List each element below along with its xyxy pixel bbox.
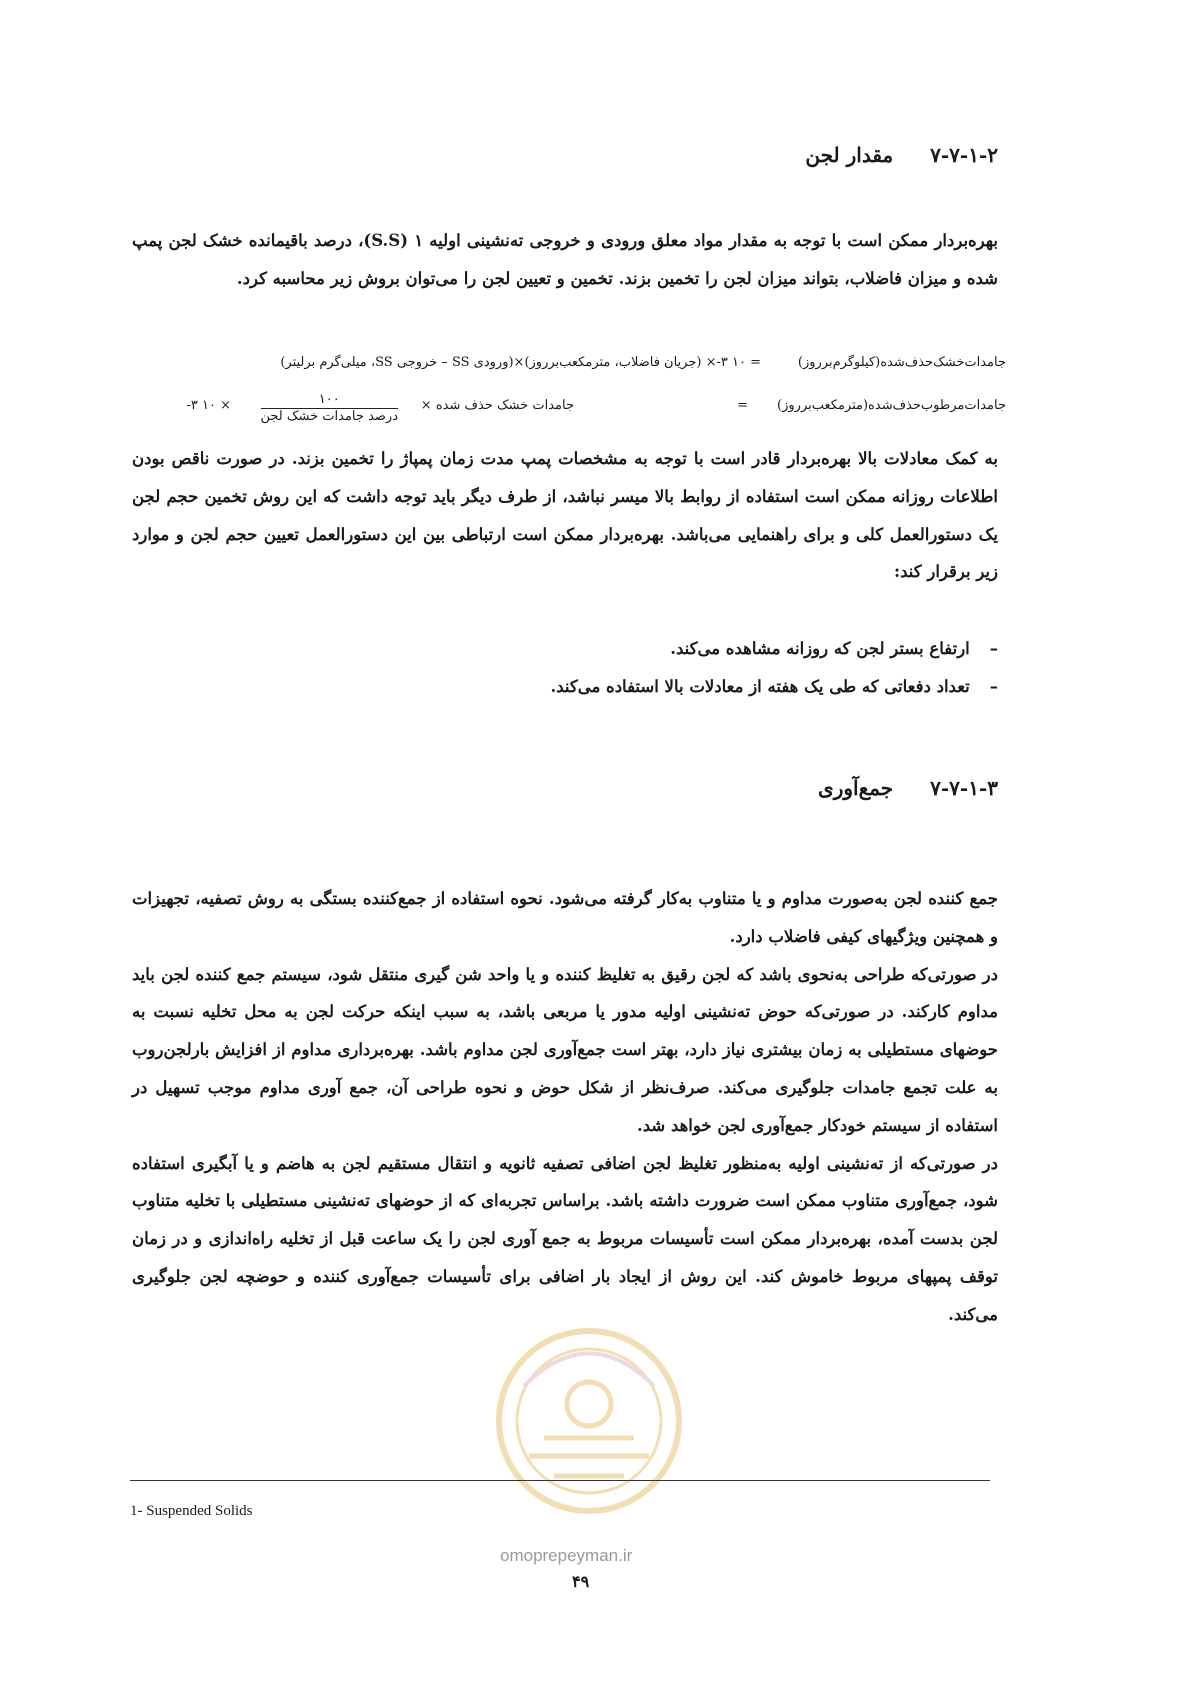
paragraph [132,222,998,298]
equation-factor: × ۱۰ ‎‑۳ [186,398,231,413]
equation-term: جامدات خشک حذف شده × [420,398,574,413]
watermark-url: omoprepeyman.ir [500,1546,633,1565]
bullet-dash: – [989,676,998,696]
equation-lhs: جامدات‌خشک‌حذف‌شده(کیلوگرم‌برروز) [797,355,1006,370]
watermark-seal [494,1326,684,1516]
list-item-text: تعداد دفعاتی که طی یک هفته از معادلات بالا استفاده می‌کند. [550,676,970,696]
fraction-numerator: ۱۰۰ [261,392,398,409]
section-title: مقدار لجن [805,143,894,167]
bullet-list [550,630,998,706]
list-item [550,630,998,668]
section-number: ۷-۷-۱-۲ [930,143,998,167]
paragraph-text: در صورتی‌که از ته‌نشینی اولیه به‌منظور تغلیظ لجن اضافی تصفیه ثانویه و انتقال مستقیم لجن به هاضم و یا آبگیری استفاده شود، جمع‌آوری متناوب ممکن است ضرورت داشته باشد. براساس تجربه‌ای که از حوضهای ته‌نشینی مستطیلی با تخلیه متناوب لجن بدست آمده، بهره‌بردار ممکن است تأسیسات مربوط به جمع آوری لجن را یک ساعت قبل از تخلیه راه‌اندازی و در زمان توقف پمپهای مربوط خاموش کند. این روش از ایجاد بار اضافی برای تأسیسات جمع‌آوری کننده و حوضچه لجن جلوگیری می‌کند. [132,1153,998,1324]
section-heading-sludge-amount [805,140,998,170]
paragraph-text: در صورتی‌که طراحی به‌نحوی باشد که لجن رقیق به تغلیظ کننده و یا واحد شن گیری منتقل شود، سیستم جمع کننده لجن باید مداوم کارکند. در صورتی‌که حوض ته‌نشینی اولیه مدور یا مربعی باشد، به سبب اینکه حرکت لجن به محل تخلیه نسبت به حوضهای مستطیلی به زمان بیشتری نیاز دارد، بهتر است جمع‌آوری لجن مداوم باشد. بهره‌برداری مداوم از افزایش بارلجن‌روب به علت تجمع جامدات جلوگیری می‌کند. صرف‌نظر از شکل حوض و نحوه طراحی آن، جمع آوری مداوم موجب تسهیل در استفاده از سیستم خودکار جمع‌آوری لجن خواهد شد. [132,964,998,1135]
equation-wet-solids [140,392,1006,436]
paragraph-text: به کمک معادلات بالا بهره‌بردار قادر است با توجه به مشخصات پمپ مدت زمان پمپاژ را تخمین بزند. در صورت ناقص بودن اطلاعات روزانه ممکن است استفاده از روابط بالا میسر نباشد، از طرف دیگر باید توجه داشت که این روش تخمین حجم لجن یک دستورالعمل کلی و برای راهنمایی می‌باشد. بهره‌بردار ممکن است ارتباطی بین این دستورالعمل تعیین حجم لجن و موارد زیر برقرار کند: [132,449,998,582]
equation-lhs: جامدات‌مرطوب‌حذف‌شده(مترمکعب‌برروز) [777,398,1006,413]
page-number: ۴۹ [572,1572,590,1591]
equation-rhs: = ۱۰ ‎‑۳× (جریان فاضلاب، مترمکعب‌برروز)×(ورودی SS – خروجی SS، میلی‌گرم برلیتر) [280,355,761,370]
fraction-denominator: درصد جامدات خشک لجن [260,409,398,424]
bullet-dash: – [989,639,998,658]
footnote: 1- Suspended Solids [130,1503,253,1519]
section-heading-collection [818,773,998,803]
footnote-separator [130,1480,990,1481]
paragraph [132,440,998,591]
list-item-text: ارتفاع بستر لجن که روزانه مشاهده می‌کند. [670,639,970,658]
equation-dry-solids [140,353,1006,381]
paragraph-text: بهره‌بردار ممکن است با توجه به مقدار مواد معلق ورودی و خروجی ته‌نشینی اولیه ۱ (S.S)، درصد باقیمانده خشک لجن پمپ شده و میزان فاضلاب، بتواند میزان لجن را تخمین بزند. تخمین و تعیین لجن را می‌توان بروش زیر محاسبه کرد. [132,231,998,288]
equals-sign: = [737,398,748,413]
equation-fraction [261,392,398,425]
paragraph [132,880,998,1334]
section-title: جمع‌آوری [818,776,894,800]
section-number: ۷-۷-۱-۳ [930,776,998,800]
list-item [550,668,998,706]
paragraph-text: جمع کننده لجن به‌صورت مداوم و یا متناوب به‌کار گرفته می‌شود. نحوه استفاده از جمع‌کننده بستگی به روش تصفیه، تجهیزات و همچنین ویژگیهای کیفی فاضلاب دارد. [132,889,998,946]
